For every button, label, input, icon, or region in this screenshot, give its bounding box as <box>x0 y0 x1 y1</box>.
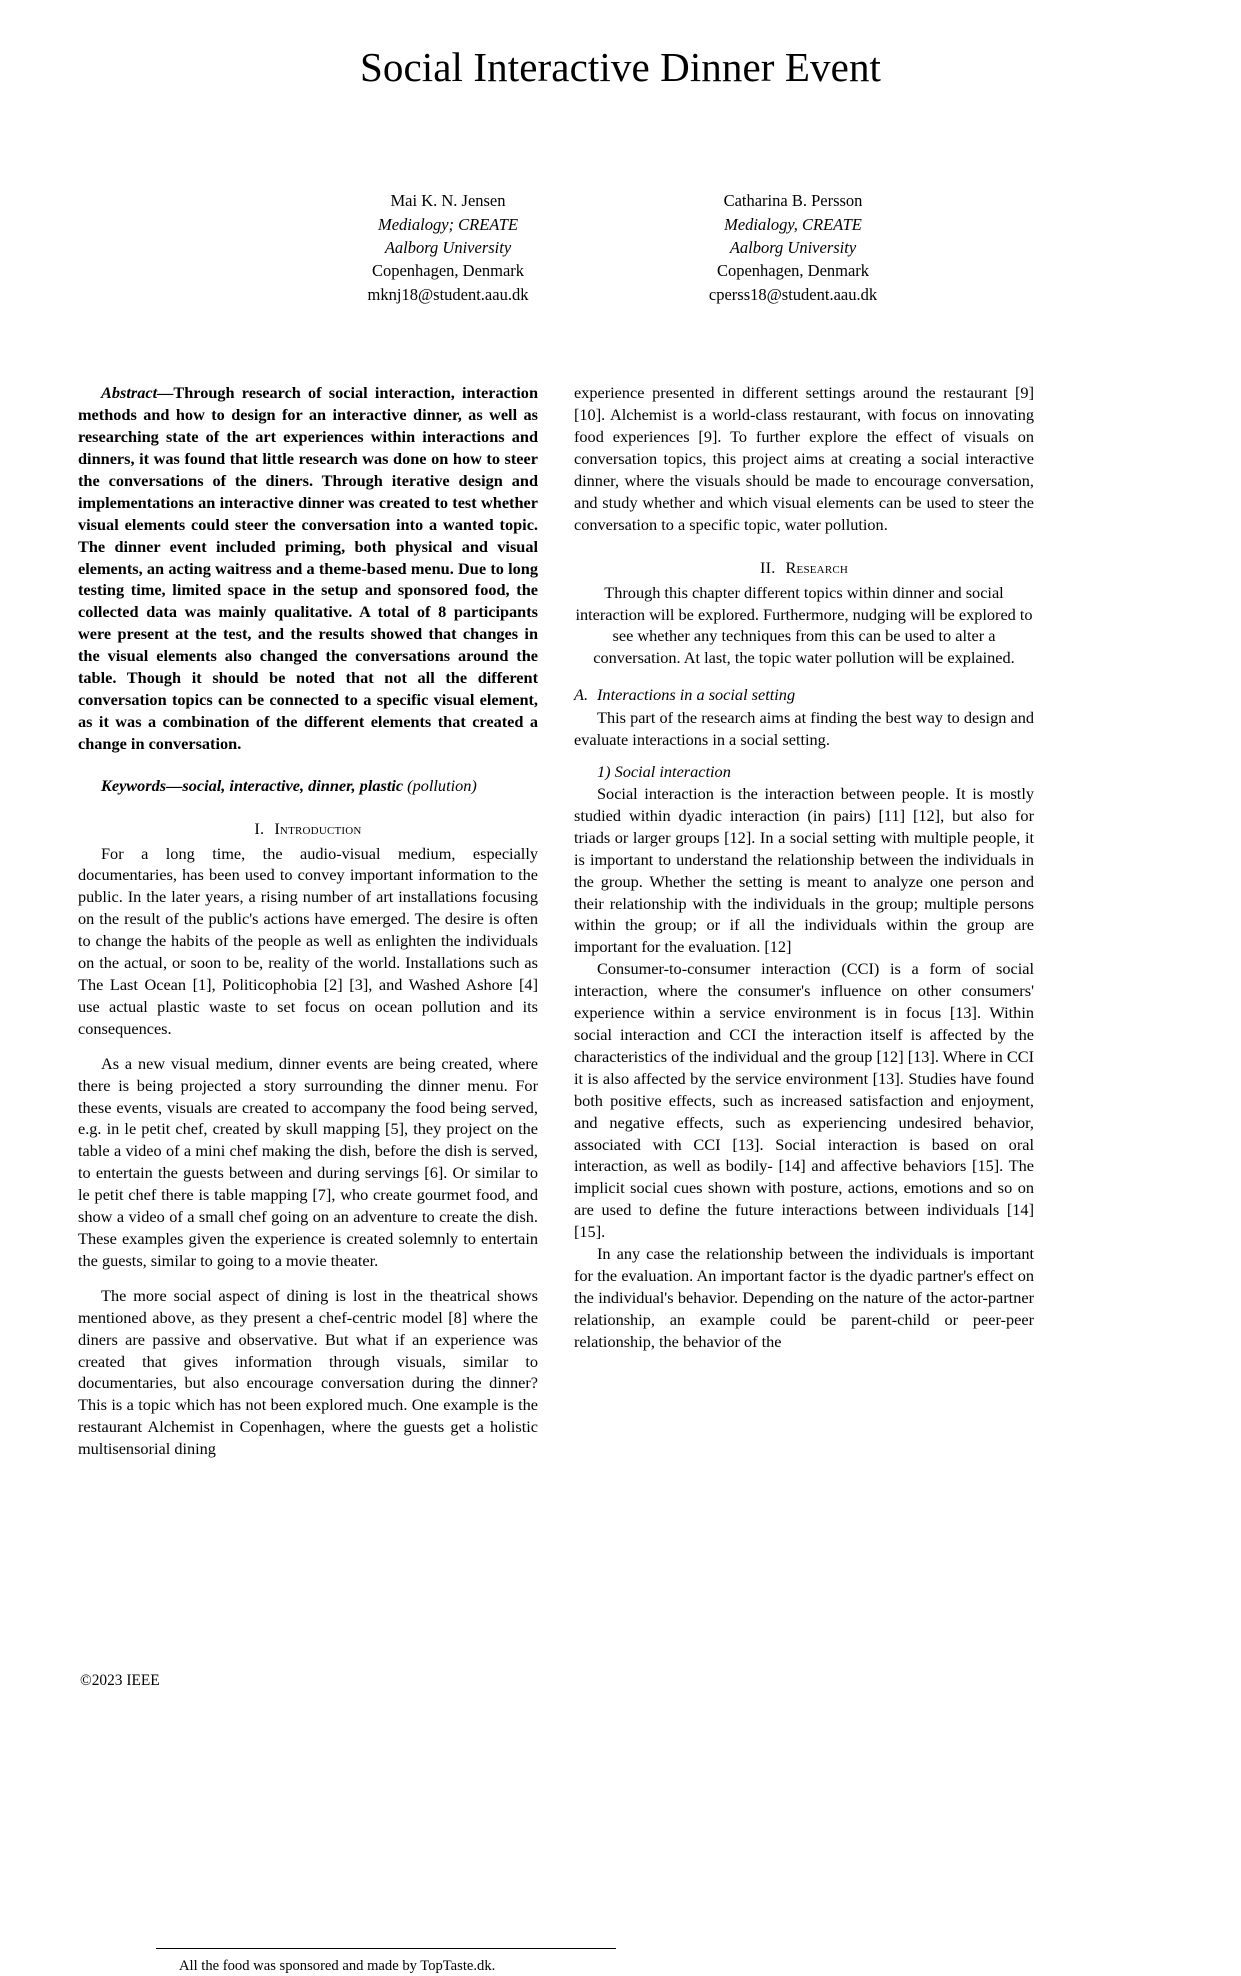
author-name: Mai K. N. Jensen <box>390 191 506 211</box>
footnote-text: All the food was sponsored and made by TopTaste.dk. <box>179 1958 496 1975</box>
author-name: Catharina B. Persson <box>723 191 863 211</box>
author-department: Medialogy; CREATE <box>377 214 519 234</box>
subsection-heading-a <box>574 685 1034 705</box>
author-department: Medialogy, CREATE <box>724 214 862 234</box>
subsection-letter: A. <box>574 685 589 705</box>
section-heading-introduction <box>78 819 538 839</box>
abstract-label: Abstract— <box>101 383 174 403</box>
paragraph: The more social aspect of dining is lost in the theatrical shows mentioned above, as they present a chef-centric model [8] where the diners are passive and observative. But what if an experience was created that gives information through visuals, similar to documentaries, but also encourage conversation during the dinner? This is a topic which has not been explored much. One example is the restaurant Alchemist in Copenhagen, where the guests get a holistic multisensorial dining <box>78 1285 538 1459</box>
subsubsection-heading-1: 1) Social interaction <box>597 762 731 782</box>
paragraph: experience presented in different settings around the restaurant [9] [10]. Alchemist is a world-class restaurant, with focus on innovating food experiences [9]. To further explore the effect of visuals on conversation topics, this project aims at creating a social interactive dinner, where the visuals should be made to encourage conversation, and study whether and which visual elements can be used to steer the conversation to a specific topic, water pollution. <box>574 383 1034 534</box>
author-email: cperss18@student.aau.dk <box>708 284 878 304</box>
author-location: Copenhagen, Denmark <box>716 261 870 281</box>
author-block-1 <box>276 189 621 306</box>
title-block <box>0 0 1241 91</box>
author-organization: Aalborg University <box>384 237 512 257</box>
section-title: Research <box>785 557 849 577</box>
paragraph: As a new visual medium, dinner events are being created, where there is being projected a story surrounding the dinner menu. For these events, visuals are created to accompany the food being served, e.g. in le petit chef, created by skull mapping [5], they project on the table a video of a mini chef making the dish, before the dish is served, to entertain the guests between and during servings [6]. Or similar to le petit chef there is table mapping [7], who create gourmet food, and show a video of a small chef going on an adventure to create the dish. These examples given the experience is created solemnly to entertain the guests, similar to going to a movie theater. <box>78 1053 538 1270</box>
section-numeral: I. <box>254 818 265 838</box>
abstract-paragraph <box>78 382 538 754</box>
section-numeral: II. <box>759 557 776 577</box>
footnote-divider <box>156 1948 616 1949</box>
paragraph: This part of the research aims at finding the best way to design and evaluate interactions in a social setting. <box>574 708 1034 750</box>
keywords-label: Keywords—social, interactive, dinner, plastic <box>101 775 404 795</box>
section-title: Introduction <box>274 818 362 838</box>
page-title: Social Interactive Dinner Event <box>359 44 882 90</box>
paragraph: In any case the relationship between the individuals is important for the evaluation. An important factor is the dyadic partner's effect on the individual's behavior. Depending on the nature of the actor-partner relationship, an example could be parent-child or peer-peer relationship, the behavior of the <box>574 1244 1034 1351</box>
paragraph: Social interaction is the interaction between people. It is mostly studied within dyadic interaction (in pairs) [11] [12], but also for triads or larger groups [12]. In a social setting with multiple people, it is important to understand the relationship between the individuals in the group. Whether the setting is meant to analyze one person and their relationship with the individuals in the group; multiple persons within the group; or if all the individuals within the group are important for the evaluation. [12] <box>574 784 1034 957</box>
author-organization: Aalborg University <box>729 237 857 257</box>
paragraph: For a long time, the audio-visual medium, especially documentaries, has been used to convey important information to the public. In the later years, a rising number of art installations focusing on the result of the public's actions have emerged. The desire is often to change the habits of the people as well as enlighten the individuals on the actual, or soon to be, reality of the world. Installations such as The Last Ocean [1], Politicophobia [2] [3], and Washed Ashore [4] use actual plastic waste to set focus on ocean pollution and its consequences. <box>78 843 538 1038</box>
author-location: Copenhagen, Denmark <box>371 261 525 281</box>
author-list <box>0 189 1241 306</box>
section-heading-research <box>574 558 1034 578</box>
subsection-title: Interactions in a social setting <box>597 685 796 705</box>
abstract-text: Through research of social interaction, interaction methods and how to design for an interactive dinner, as well as researching state of the art experiences within interactions and dinners, it was found that little research was done on how to steer the conversations of the diners. Through iterative design and implementations an interactive dinner was created to test whether visual elements could steer the conversation into a wanted topic. The dinner event included priming, both physical and visual elements, an acting waitress and a theme-based menu. Due to long testing time, limited space in the setup and sponsored food, the collected data was mainly qualitative. A total of 8 participants were present at the test, and the results showed that changes in the visual elements also changed the conversations around the table. Though it should be noted that not all the different conversation topics can be connected to a specific visual element, as it was a combination of the different elements that created a change in conversation. <box>78 383 538 753</box>
right-column <box>574 382 1034 1460</box>
paragraph: Consumer-to-consumer interaction (CCI) is a form of social interaction, where the consumer's influence on other consumers' experience within a service environment is in focus [13]. Within social interaction and CCI the interaction itself is affected by the characteristics of the individual and the group [12] [13]. Where in CCI it is also affected by the service environment [13]. Studies have found both positive effects, such as increased satisfaction and enjoyment, and negative effects, such as experiencing undesired behavior, associated with CCI [13]. Social interaction is based on oral interaction, as well as bodily- [14] and affective behaviors [15]. The implicit social cues shown with posture, actions, emotions and so on are used to define the future interactions between individuals [14] [15]. <box>574 959 1034 1242</box>
footnote <box>156 1948 616 1976</box>
paragraph: Through this chapter different topics within dinner and social interaction will be explored. Furthermore, nudging will be explored to see whether any techniques from this can be used to alter a conversation. At last, the topic water pollution will be explained. <box>575 582 1033 668</box>
copyright-notice: ©2023 IEEE <box>80 1672 160 1689</box>
author-email: mknj18@student.aau.dk <box>367 284 529 304</box>
keywords-paragraph <box>78 775 538 797</box>
author-block-2 <box>621 189 966 306</box>
keywords-tail: (pollution) <box>403 775 477 795</box>
